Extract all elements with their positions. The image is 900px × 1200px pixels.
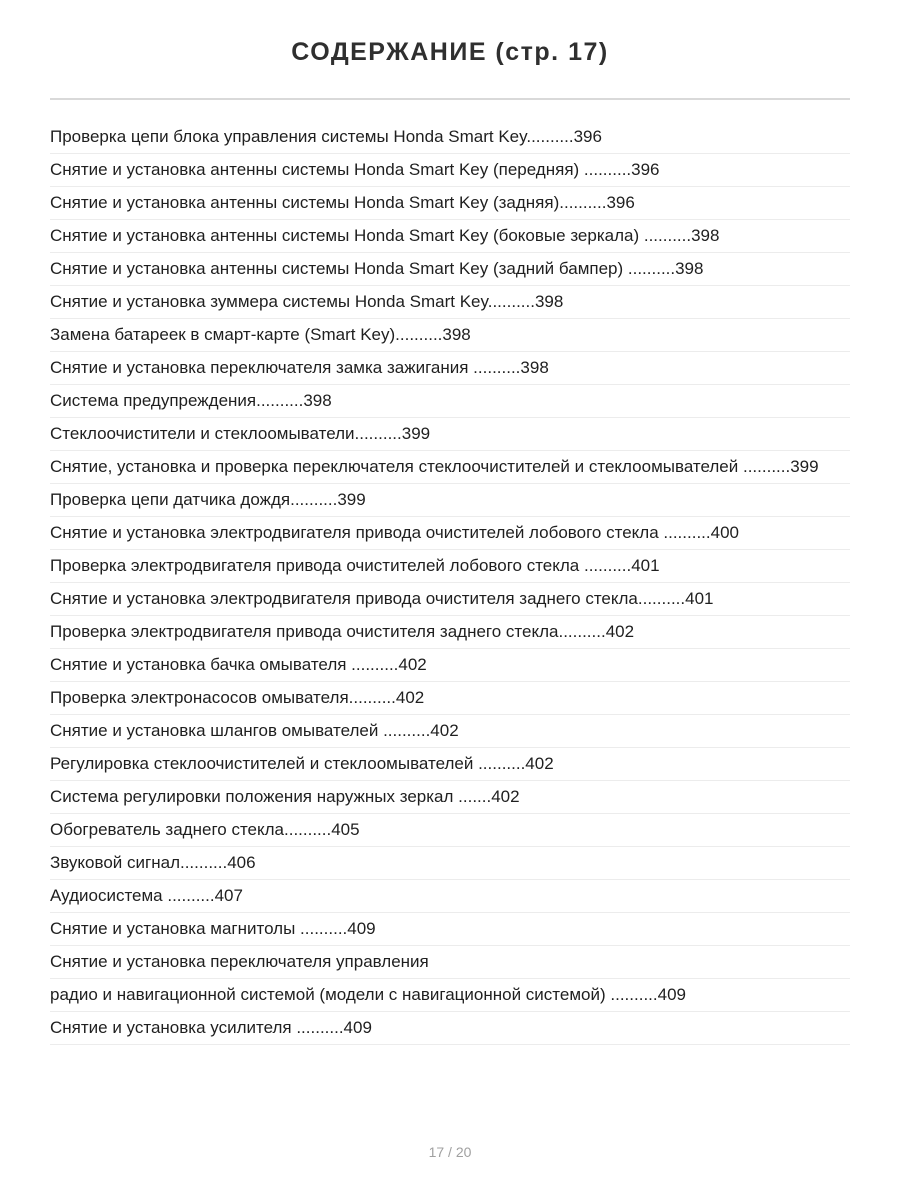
toc-item[interactable]: Снятие и установка электродвигателя привода очистителя заднего стекла..........401 (50, 583, 850, 616)
page-title: СОДЕРЖАНИЕ (стр. 17) (291, 38, 609, 66)
toc-item[interactable]: Обогреватель заднего стекла..........405 (50, 814, 850, 847)
toc-item[interactable]: Снятие и установка магнитолы ..........409 (50, 913, 850, 946)
toc-item[interactable]: Снятие и установка антенны системы Honda Smart Key (боковые зеркала) ..........398 (50, 220, 850, 253)
toc-item[interactable]: Замена батареек в смарт-карте (Smart Key)..........398 (50, 319, 850, 352)
toc-item[interactable]: Проверка цепи датчика дождя..........399 (50, 484, 850, 517)
toc-item[interactable]: Система предупреждения..........398 (50, 385, 850, 418)
toc-item[interactable]: Регулировка стеклоочистителей и стеклоомывателей ..........402 (50, 748, 850, 781)
toc-list (50, 121, 850, 1045)
toc-item[interactable]: Снятие и установка зуммера системы Honda Smart Key..........398 (50, 286, 850, 319)
toc-item[interactable]: Звуковой сигнал..........406 (50, 847, 850, 880)
toc-item[interactable]: Снятие и установка антенны системы Honda Smart Key (задняя)..........396 (50, 187, 850, 220)
toc-item[interactable]: Система регулировки положения наружных зеркал .......402 (50, 781, 850, 814)
toc-item[interactable]: Снятие и установка усилителя ..........409 (50, 1012, 850, 1045)
toc-item[interactable]: Снятие и установка бачка омывателя ..........402 (50, 649, 850, 682)
toc-item[interactable]: Снятие и установка электродвигателя привода очистителей лобового стекла ..........400 (50, 517, 850, 550)
toc-item[interactable]: Аудиосистема ..........407 (50, 880, 850, 913)
title-divider (50, 98, 850, 100)
toc-item[interactable]: Проверка цепи блока управления системы Honda Smart Key..........396 (50, 121, 850, 154)
toc-item[interactable]: Проверка электродвигателя привода очистителей лобового стекла ..........401 (50, 550, 850, 583)
toc-item[interactable]: Проверка электронасосов омывателя..........402 (50, 682, 850, 715)
toc-item[interactable]: Снятие и установка шлангов омывателей ..........402 (50, 715, 850, 748)
toc-item[interactable]: Проверка электродвигателя привода очистителя заднего стекла..........402 (50, 616, 850, 649)
toc-item[interactable]: Стеклоочистители и стеклоомыватели..........399 (50, 418, 850, 451)
toc-item[interactable]: радио и навигационной системой (модели с навигационной системой) ..........409 (50, 979, 850, 1012)
toc-item[interactable]: Снятие и установка переключателя управления (50, 946, 850, 979)
toc-item[interactable]: Снятие и установка антенны системы Honda Smart Key (задний бампер) ..........398 (50, 253, 850, 286)
toc-item[interactable]: Снятие и установка переключателя замка зажигания ..........398 (50, 352, 850, 385)
toc-item[interactable]: Снятие и установка антенны системы Honda Smart Key (передняя) ..........396 (50, 154, 850, 187)
toc-item[interactable]: Снятие, установка и проверка переключателя стеклоочистителей и стеклоомывателей ..........399 (50, 451, 850, 484)
page-indicator: 17 / 20 (428, 1144, 472, 1160)
